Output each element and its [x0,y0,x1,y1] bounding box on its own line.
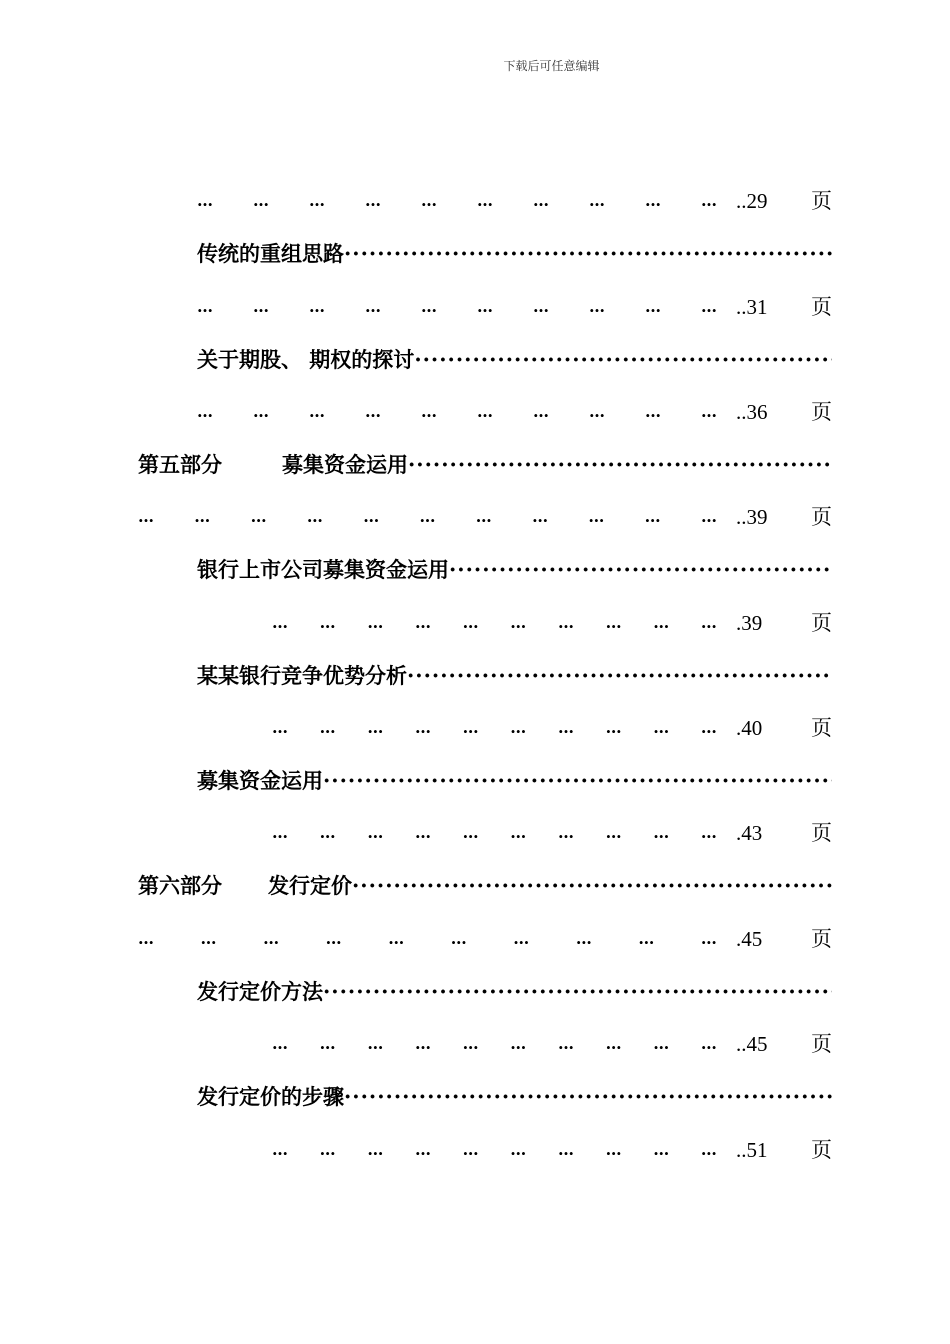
ellipsis-mark: … [701,402,718,421]
toc-entry-title: 募集资金运用 [197,768,323,793]
ellipsis-mark: … [477,191,494,210]
ellipsis-mark: … [653,1140,671,1159]
ellipsis-mark: … [365,402,382,421]
ellipsis-mark: … [605,1034,623,1053]
ellipsis-mark: … [272,613,289,632]
ellipsis-mark: … [605,823,623,842]
toc-title-line [138,448,832,482]
ellipsis-mark: … [365,191,382,210]
ellipsis-mark: … [197,402,214,421]
ellipsis-group [272,711,736,745]
dot-leader [407,659,832,693]
toc-entry-title: 发行定价方法 [197,979,323,1004]
ellipsis-mark: … [319,1034,337,1053]
ellipsis-mark: … [272,1034,289,1053]
page-label: 页 [811,611,832,635]
toc-page-line [272,606,832,640]
page-label: 页 [811,821,832,845]
toc-entry-title: 关于期股、 期权的探讨 [197,347,415,372]
page-label: 页 [811,1032,832,1056]
page-number: ..45 [736,1032,768,1056]
ellipsis-mark: … [589,402,606,421]
ellipsis-mark: … [388,929,406,948]
ellipsis-mark: … [325,929,343,948]
ellipsis-mark: … [272,718,289,737]
ellipsis-mark: … [510,718,528,737]
page-label: 页 [811,189,832,213]
ellipsis-mark: … [197,297,214,316]
ellipsis-mark: … [653,1034,671,1053]
ellipsis-mark: … [414,613,432,632]
ellipsis-mark: … [575,929,593,948]
ellipsis-mark: … [700,823,718,842]
ellipsis-mark: … [421,402,438,421]
ellipsis-mark: … [700,929,718,948]
ellipsis-mark: … [653,823,671,842]
toc-title-line [197,975,832,1009]
ellipsis-mark: … [309,297,326,316]
toc-page-line [272,1133,832,1167]
ellipsis-mark: … [367,823,385,842]
page-number: .45 [736,927,763,951]
ellipsis-mark: … [363,507,381,526]
ellipsis-mark: … [645,297,662,316]
ellipsis-mark: … [462,1140,480,1159]
dot-leader [449,553,832,587]
ellipsis-mark: … [462,613,480,632]
ellipsis-mark: … [605,613,623,632]
ellipsis-mark: … [588,507,606,526]
toc-title-line [197,659,832,693]
ellipsis-mark: … [653,718,671,737]
toc-entry-subtitle: 募集资金运用 [282,452,408,477]
ellipsis-mark: … [319,718,337,737]
ellipsis-mark: … [701,191,718,210]
ellipsis-mark: … [513,929,531,948]
ellipsis-mark: … [414,1140,432,1159]
toc-page-line [138,500,832,534]
ellipsis-mark: … [309,191,326,210]
ellipsis-mark: … [645,191,662,210]
dot-leader [352,869,832,903]
ellipsis-mark: … [557,1140,575,1159]
ellipsis-mark: … [510,1034,528,1053]
ellipsis-mark: … [462,1034,480,1053]
ellipsis-mark: … [367,1034,385,1053]
ellipsis-mark: … [272,1140,289,1159]
ellipsis-mark: … [253,191,270,210]
dot-leader [414,343,832,377]
ellipsis-mark: … [450,929,468,948]
dot-leader [344,237,832,271]
ellipsis-mark: … [421,191,438,210]
toc-title-line [197,237,832,271]
ellipsis-mark: … [557,1034,575,1053]
ellipsis-mark: … [367,1140,385,1159]
ellipsis-mark: … [605,718,623,737]
ellipsis-mark: … [638,929,656,948]
page-number: ..39 [736,505,768,529]
toc-entry-title: 发行定价的步骤 [197,1084,344,1109]
dot-leader [323,764,832,798]
ellipsis-mark: … [477,297,494,316]
ellipsis-mark: … [319,613,337,632]
ellipsis-mark: … [701,297,718,316]
ellipsis-mark: … [557,613,575,632]
ellipsis-mark: … [367,718,385,737]
ellipsis-mark: … [414,718,432,737]
ellipsis-mark: … [653,613,671,632]
dot-leader [323,975,832,1009]
ellipsis-mark: … [138,507,155,526]
ellipsis-mark: … [700,613,718,632]
toc-title-line [197,1080,832,1114]
ellipsis-mark: … [253,297,270,316]
toc-entry-title: 第五部分 [138,452,222,477]
toc-page-line [197,395,832,429]
ellipsis-mark: … [605,1140,623,1159]
page-number: ..31 [736,295,768,319]
ellipsis-mark: … [462,823,480,842]
dot-leader [344,1080,832,1114]
toc-title-line [197,764,832,798]
toc-entry-title: 银行上市公司募集资金运用 [197,557,449,582]
page-number: ..51 [736,1138,768,1162]
toc-page-line [272,711,832,745]
ellipsis-mark: … [589,191,606,210]
toc-entry-title: 第六部分 [138,873,222,898]
ellipsis-mark: … [589,297,606,316]
ellipsis-mark: … [532,507,550,526]
ellipsis-mark: … [421,297,438,316]
page-label: 页 [811,505,832,529]
toc-title-line [138,869,832,903]
toc-title-line [197,343,832,377]
ellipsis-mark: … [250,507,268,526]
ellipsis-mark: … [510,1140,528,1159]
ellipsis-group [197,290,736,324]
ellipsis-mark: … [557,823,575,842]
page-label: 页 [811,400,832,424]
ellipsis-mark: … [319,1140,337,1159]
ellipsis-mark: … [700,507,718,526]
ellipsis-mark: … [477,402,494,421]
toc-page-line [272,1027,832,1061]
ellipsis-group [272,816,736,850]
toc-page-line [197,290,832,324]
ellipsis-mark: … [700,1140,718,1159]
ellipsis-mark: … [533,297,550,316]
ellipsis-mark: … [306,507,324,526]
toc-entry-title: 某某银行竞争优势分析 [197,663,407,688]
ellipsis-mark: … [365,297,382,316]
ellipsis-mark: … [533,191,550,210]
ellipsis-group [272,1027,736,1061]
ellipsis-mark: … [319,823,337,842]
page-number: .40 [736,716,763,740]
ellipsis-mark: … [272,823,289,842]
page-label: 页 [811,295,832,319]
ellipsis-mark: … [645,402,662,421]
ellipsis-mark: … [194,507,212,526]
ellipsis-mark: … [533,402,550,421]
ellipsis-group [138,922,736,956]
toc-page-line [138,922,832,956]
ellipsis-mark: … [263,929,281,948]
ellipsis-mark: … [414,823,432,842]
ellipsis-mark: … [414,1034,432,1053]
ellipsis-mark: … [557,718,575,737]
page-number: .39 [736,611,763,635]
page-label: 页 [811,716,832,740]
ellipsis-mark: … [510,613,528,632]
toc-page-line [197,184,832,218]
ellipsis-mark: … [644,507,662,526]
ellipsis-mark: … [700,718,718,737]
page-label: 页 [811,927,832,951]
toc-entry-subtitle: 发行定价 [268,873,352,898]
toc-page-line [272,816,832,850]
dot-leader [408,448,832,482]
ellipsis-mark: … [200,929,218,948]
ellipsis-mark: … [309,402,326,421]
ellipsis-mark: … [419,507,437,526]
page-number: ..29 [736,189,768,213]
ellipsis-mark: … [510,823,528,842]
page-number: .43 [736,821,763,845]
ellipsis-group [272,606,736,640]
ellipsis-mark: … [367,613,385,632]
page-label: 页 [811,1138,832,1162]
ellipsis-group [197,184,736,218]
ellipsis-group [197,395,736,429]
header-note: 下载后可任意编辑 [503,59,600,73]
ellipsis-group [272,1133,736,1167]
ellipsis-group [138,500,736,534]
ellipsis-mark: … [138,929,155,948]
ellipsis-mark: … [700,1034,718,1053]
ellipsis-mark: … [197,191,214,210]
ellipsis-mark: … [253,402,270,421]
ellipsis-mark: … [475,507,493,526]
toc-entry-title: 传统的重组思路 [197,241,344,266]
toc-title-line [197,553,832,587]
page-number: ..36 [736,400,768,424]
ellipsis-mark: … [462,718,480,737]
